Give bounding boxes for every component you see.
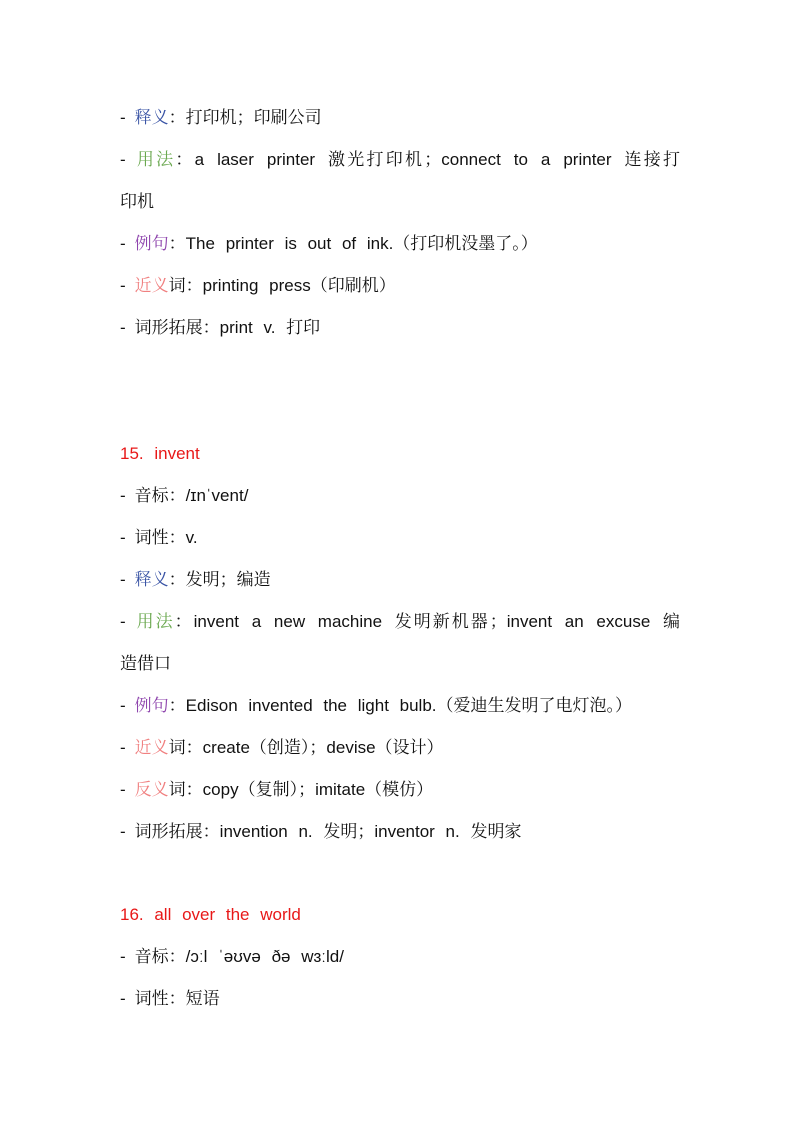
synonym-label-suffix: 词： bbox=[168, 276, 203, 295]
entry-heading-all-over-the-world: 16. all over the world bbox=[120, 905, 301, 924]
derivation-label: 词形拓展： bbox=[134, 318, 220, 337]
derivation-text: print v. 打印 bbox=[219, 318, 321, 337]
synonym-text: create（创造）；devise（设计） bbox=[202, 738, 444, 757]
bullet-dash: - bbox=[120, 486, 126, 505]
label-separator: ： bbox=[168, 108, 186, 127]
printer-usage-line bbox=[120, 149, 680, 171]
pos-label: 词性： bbox=[134, 989, 186, 1008]
invent-usage-line bbox=[120, 611, 680, 633]
phonetic-label: 音标： bbox=[134, 486, 186, 505]
bullet-dash: - bbox=[120, 822, 126, 841]
derivation-text: invention n. 发明；inventor n. 发明家 bbox=[219, 822, 522, 841]
synonym-label: 近义 bbox=[134, 276, 169, 295]
phonetic-text: /ɪnˈvent/ bbox=[185, 486, 249, 505]
synonym-label-suffix: 词： bbox=[168, 738, 203, 757]
bullet-dash: - bbox=[120, 318, 126, 337]
bullet-dash: - bbox=[120, 612, 126, 631]
invent-usage-continuation bbox=[120, 653, 680, 675]
example-label: 例句 bbox=[134, 234, 169, 253]
bullet-dash: - bbox=[120, 570, 126, 589]
printer-synonym-line bbox=[120, 275, 680, 297]
phonetic-text: /ɔːl ˈəʊvə ðə wɜːld/ bbox=[185, 947, 344, 966]
invent-antonym-line bbox=[120, 779, 680, 801]
example-label: 例句 bbox=[134, 696, 169, 715]
invent-example-line bbox=[120, 695, 680, 717]
world-pos-line bbox=[120, 988, 680, 1010]
invent-pos-line bbox=[120, 527, 680, 549]
usage-label: 用法 bbox=[134, 150, 176, 169]
antonym-text: copy（复制）；imitate（模仿） bbox=[202, 780, 434, 799]
invent-phonetic-line bbox=[120, 485, 680, 507]
bullet-dash: - bbox=[120, 738, 126, 757]
invent-synonym-line bbox=[120, 737, 680, 759]
example-text: The printer is out of ink.（打印机没墨了。） bbox=[185, 234, 538, 253]
printer-usage-continuation bbox=[120, 191, 680, 213]
synonym-label: 近义 bbox=[134, 738, 169, 757]
usage-text: a laser printer 激光打印机；connect to a printer 连接打 bbox=[194, 150, 680, 169]
bullet-dash: - bbox=[120, 108, 126, 127]
invent-meaning-line bbox=[120, 569, 680, 591]
world-phonetic-line bbox=[120, 946, 680, 968]
printer-example-line bbox=[120, 233, 680, 255]
bullet-dash: - bbox=[120, 696, 126, 715]
bullet-dash: - bbox=[120, 989, 126, 1008]
bullet-dash: - bbox=[120, 150, 126, 169]
derivation-label: 词形拓展： bbox=[134, 822, 220, 841]
usage-text-continued: 造借口 bbox=[120, 654, 171, 673]
bullet-dash: - bbox=[120, 947, 126, 966]
bullet-dash: - bbox=[120, 276, 126, 295]
example-text: Edison invented the light bulb.（爱迪生发明了电灯泡。） bbox=[185, 696, 632, 715]
synonym-text: printing press（印刷机） bbox=[202, 276, 396, 295]
bullet-dash: - bbox=[120, 234, 126, 253]
printer-derivation-line bbox=[120, 317, 680, 339]
meaning-label: 释义 bbox=[134, 570, 169, 589]
label-separator: ： bbox=[168, 570, 186, 589]
label-separator: ： bbox=[175, 150, 195, 169]
entry-heading-invent: 15. invent bbox=[120, 444, 200, 463]
printer-meaning-line bbox=[120, 107, 680, 129]
phonetic-label: 音标： bbox=[134, 947, 186, 966]
antonym-label-suffix: 词： bbox=[168, 780, 203, 799]
label-separator: ： bbox=[168, 234, 186, 253]
meaning-text: 打印机；印刷公司 bbox=[185, 108, 322, 127]
antonym-label: 反义 bbox=[134, 780, 169, 799]
pos-text: 短语 bbox=[185, 989, 220, 1008]
meaning-text: 发明；编造 bbox=[185, 570, 271, 589]
bullet-dash: - bbox=[120, 780, 126, 799]
usage-text: invent a new machine 发明新机器；invent an excuse 编 bbox=[193, 612, 681, 631]
label-separator: ： bbox=[168, 696, 186, 715]
pos-label: 词性： bbox=[134, 528, 186, 547]
meaning-label: 释义 bbox=[134, 108, 169, 127]
usage-label: 用法 bbox=[134, 612, 175, 631]
bullet-dash: - bbox=[120, 528, 126, 547]
invent-derivation-line bbox=[120, 821, 680, 843]
usage-text-continued: 印机 bbox=[120, 192, 154, 211]
pos-text: v. bbox=[185, 528, 198, 547]
label-separator: ： bbox=[174, 612, 194, 631]
